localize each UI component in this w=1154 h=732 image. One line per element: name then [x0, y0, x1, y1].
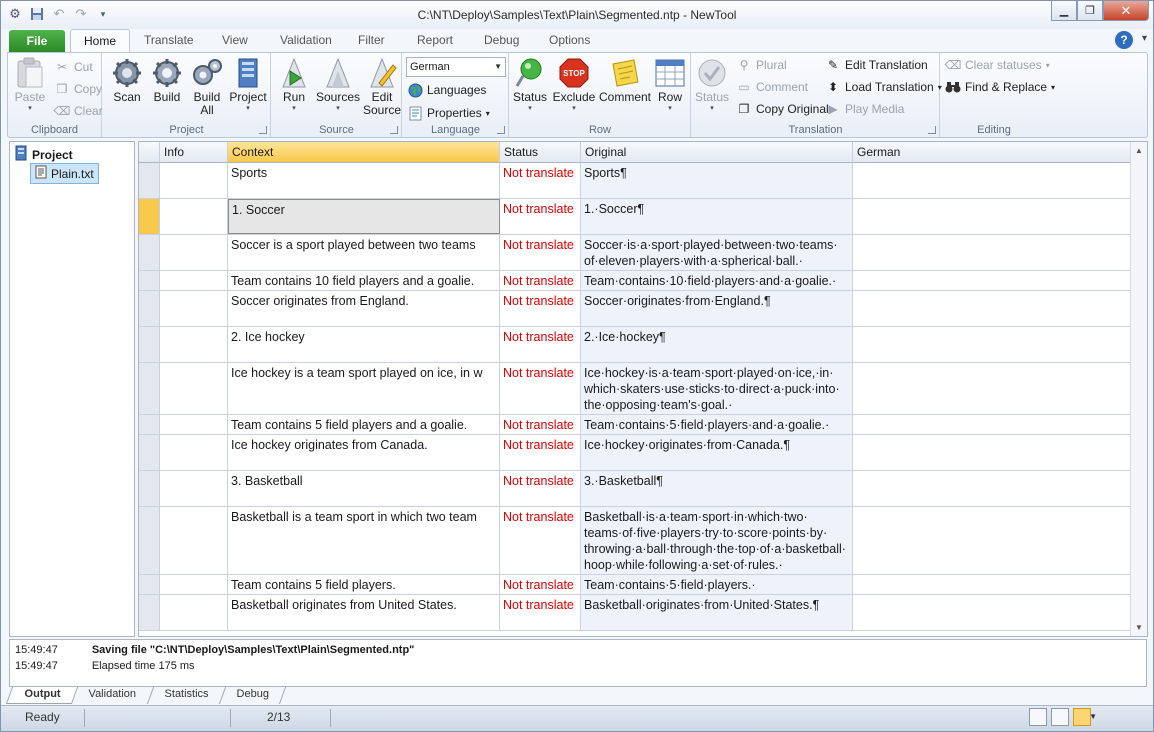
group-label: Source	[319, 124, 354, 136]
output-message: Saving file "C:\NT\Deploy\Samples\Text\Plain\Segmented.ntp"	[91, 644, 415, 656]
properties-icon	[407, 105, 423, 121]
project-group	[103, 53, 271, 137]
info-cell[interactable]	[160, 435, 228, 470]
original-cell[interactable]: Sports¶	[581, 163, 853, 198]
table-row[interactable]	[139, 595, 1131, 631]
column-header-original[interactable]: Original	[581, 142, 853, 163]
info-cell[interactable]	[160, 575, 228, 594]
info-cell[interactable]	[160, 199, 228, 234]
build-all-button[interactable]: Build All	[189, 57, 225, 117]
tab-report[interactable]: Report	[417, 33, 454, 47]
row-header[interactable]	[139, 471, 160, 506]
status-ready: Ready	[25, 710, 60, 724]
copy-button[interactable]: ❐ Copy	[54, 79, 102, 99]
customize-dropdown-icon[interactable]: ▾	[100, 8, 106, 19]
german-cell[interactable]	[853, 235, 1131, 270]
table-row[interactable]	[139, 199, 1131, 235]
table-grid-icon	[654, 57, 686, 89]
window-title: C:\NT\Deploy\Samples\Text\Plain\Segmented.ntp - NewTool	[417, 8, 737, 22]
context-cell[interactable]: 2. Ice hockey	[228, 327, 500, 362]
scan-button[interactable]: Scan	[109, 57, 145, 104]
language-select[interactable]: German ▼	[406, 57, 506, 77]
file-tab[interactable]: File	[9, 30, 65, 52]
row-header[interactable]	[139, 435, 160, 470]
close-icon[interactable]: ✕	[1103, 1, 1149, 21]
info-cell[interactable]	[160, 363, 228, 414]
status-cell[interactable]: Not translate	[500, 271, 581, 290]
info-cell[interactable]	[160, 507, 228, 574]
svg-text:STOP: STOP	[563, 69, 585, 78]
column-header-status[interactable]: Status	[500, 142, 581, 163]
project-button[interactable]: Project ▾	[229, 57, 267, 113]
context-cell[interactable]: Team contains 5 field players and a goalie.	[228, 415, 500, 434]
tab-output-validation[interactable]: Validation	[71, 687, 154, 704]
translation-dialog-launcher[interactable]	[928, 126, 936, 134]
ribbon-tabs	[1, 29, 1153, 52]
translation-group	[692, 53, 940, 137]
translation-status-button[interactable]: Status ▾	[692, 57, 732, 113]
tab-output[interactable]: Output	[6, 687, 78, 704]
table-row[interactable]	[139, 291, 1131, 327]
german-cell[interactable]	[853, 199, 1131, 234]
row-header-corner	[139, 142, 160, 163]
original-cell[interactable]: Basketball·originates·from·United·States.¶	[581, 595, 853, 630]
output-tabs	[9, 687, 282, 704]
german-cell[interactable]	[853, 595, 1131, 630]
status-cell[interactable]: Not translate	[500, 363, 581, 414]
scissors-icon: ✂	[56, 60, 68, 74]
status-cell[interactable]: Not translate	[500, 199, 581, 234]
row-header[interactable]	[139, 575, 160, 594]
row-header[interactable]	[139, 235, 160, 270]
binoculars-icon	[945, 79, 961, 95]
output-message: Elapsed time 175 ms	[91, 660, 195, 672]
column-header-context[interactable]: Context	[228, 142, 500, 163]
output-time: 15:49:47	[15, 644, 58, 656]
german-cell[interactable]	[853, 327, 1131, 362]
row-header[interactable]	[139, 291, 160, 326]
table-row[interactable]	[139, 327, 1131, 363]
load-translation-button[interactable]: ⬍ Load Translation ▾	[825, 77, 942, 97]
original-cell[interactable]: 3.·Basketball¶	[581, 471, 853, 506]
status-bar	[1, 705, 1153, 731]
context-cell[interactable]: 1. Soccer	[228, 199, 500, 234]
row-comment-button[interactable]: Comment	[600, 57, 650, 104]
context-cell[interactable]: Ice hockey is a team sport played on ice, in w	[228, 363, 500, 414]
context-cell[interactable]: Sports	[228, 163, 500, 198]
group-label: Row	[588, 124, 611, 136]
original-cell[interactable]: Team·contains·5·field·players.·	[581, 575, 853, 594]
copy-original-icon: ❐	[738, 102, 750, 116]
title-bar	[1, 1, 1153, 29]
original-cell[interactable]: Ice·hockey·is·a·team·sport·played·on·ice,·in· which·skaters·use·sticks·to·direct·a·puck·into· the·opposing·team's·goal.·	[581, 363, 853, 414]
status-cell[interactable]: Not translate	[500, 291, 581, 326]
editing-group	[941, 53, 1056, 137]
clear-button[interactable]: ⌫ Clear	[53, 104, 103, 118]
row-header[interactable]	[139, 199, 160, 234]
green-pin-icon	[514, 57, 546, 89]
info-cell[interactable]	[160, 163, 228, 198]
status-cell[interactable]: Not translate	[500, 471, 581, 506]
row-header[interactable]	[139, 327, 160, 362]
status-row-position: 2/13	[267, 710, 291, 724]
german-cell[interactable]	[853, 435, 1131, 470]
row-header[interactable]	[139, 595, 160, 630]
edit-translation-button[interactable]: ✎ Edit Translation	[825, 55, 928, 75]
plural-icon: ⚲	[739, 58, 749, 72]
run-icon	[278, 57, 310, 89]
group-label: Editing	[977, 124, 1011, 136]
output-line	[15, 660, 195, 672]
paste-button[interactable]: Paste ▾	[12, 57, 48, 113]
globe-view-icon[interactable]	[1051, 708, 1069, 726]
context-cell[interactable]: Soccer originates from England.	[228, 291, 500, 326]
tree-item-plain-txt[interactable]: Plain.txt	[30, 163, 99, 184]
sources-icon	[322, 57, 354, 89]
check-circle-icon	[696, 57, 728, 89]
run-button[interactable]: Run ▾	[276, 57, 312, 113]
german-cell[interactable]	[853, 575, 1131, 594]
play-icon: ▶	[828, 102, 838, 116]
translation-comment-button[interactable]: ▭ Comment	[736, 77, 808, 97]
info-cell[interactable]	[160, 595, 228, 630]
scan-gear-icon	[111, 57, 143, 89]
plural-button[interactable]: ⚲ Plural	[736, 55, 787, 75]
output-time: 15:49:47	[15, 660, 58, 672]
german-cell[interactable]	[853, 471, 1131, 506]
tab-filter[interactable]: Filter	[358, 33, 385, 47]
project-dialog-launcher[interactable]	[259, 126, 267, 134]
group-label: Language	[431, 124, 480, 136]
tab-output-debug[interactable]: Debug	[218, 687, 286, 704]
row-header[interactable]	[139, 363, 160, 414]
eraser-icon: ⌫	[53, 104, 71, 118]
context-cell[interactable]: Basketball originates from United States.	[228, 595, 500, 630]
table-row[interactable]	[139, 435, 1131, 471]
context-cell[interactable]: Basketball is a team sport in which two team	[228, 507, 500, 574]
status-cell[interactable]: Not translate	[500, 435, 581, 470]
project-icon	[14, 145, 28, 164]
clear-statuses-button[interactable]: ⌫ Clear statuses ▾	[944, 58, 1050, 72]
german-cell[interactable]	[853, 415, 1131, 434]
original-cell[interactable]: Team·contains·10·field·players·and·a·goalie.·	[581, 271, 853, 290]
row-group	[510, 53, 691, 137]
table-row[interactable]	[139, 415, 1131, 435]
clipboard-group	[8, 53, 102, 137]
row-header[interactable]	[139, 163, 160, 198]
build-gear-icon	[151, 57, 183, 89]
info-cell[interactable]	[160, 271, 228, 290]
german-cell[interactable]	[853, 291, 1131, 326]
original-cell[interactable]: 1.·Soccer¶	[581, 199, 853, 234]
properties-button[interactable]: Properties ▾	[407, 103, 490, 123]
source-group	[272, 53, 402, 137]
status-cell[interactable]: Not translate	[500, 327, 581, 362]
source-dialog-launcher[interactable]	[390, 126, 398, 134]
tab-debug[interactable]: Debug	[484, 33, 520, 47]
status-cell[interactable]: Not translate	[500, 235, 581, 270]
original-cell[interactable]: 2.·Ice·hockey¶	[581, 327, 853, 362]
chevron-down-icon: ▼	[494, 62, 502, 71]
grid-view-icon[interactable]	[1029, 708, 1047, 726]
original-cell[interactable]: Basketball·is·a·team·sport·in·which·two· teams·of·five·players·try·to·score·points·by· throwing·a·ball·through·the·top·of·a·basketball· hoop·while·following·a·set·of·rules.·	[581, 507, 853, 574]
copy-icon: ❐	[56, 82, 68, 96]
table-row[interactable]	[139, 575, 1131, 595]
cut-button[interactable]: ✂ Cut	[54, 57, 93, 77]
column-header-info[interactable]: Info	[160, 142, 228, 163]
tab-validation[interactable]: Validation	[280, 33, 332, 47]
table-row[interactable]	[139, 235, 1131, 271]
translation-grid	[138, 141, 1148, 637]
eraser-icon: ⌫	[944, 58, 962, 72]
info-cell[interactable]	[160, 235, 228, 270]
german-cell[interactable]	[853, 163, 1131, 198]
group-label: Project	[169, 124, 204, 136]
load-translation-icon: ⬍	[827, 80, 839, 94]
table-row[interactable]	[139, 163, 1131, 199]
german-cell[interactable]	[853, 363, 1131, 414]
group-label: Clipboard	[30, 124, 79, 136]
status-cell[interactable]: Not translate	[500, 163, 581, 198]
project-tree	[9, 141, 135, 637]
edit-source-icon	[366, 57, 398, 89]
german-cell[interactable]	[853, 507, 1131, 574]
original-cell[interactable]: Soccer·originates·from·England.¶	[581, 291, 853, 326]
context-cell[interactable]: 3. Basketball	[228, 471, 500, 506]
tab-options[interactable]: Options	[549, 33, 591, 47]
globe-icon	[407, 82, 423, 98]
scroll-up-icon[interactable]: ▲	[1135, 146, 1143, 155]
undo-icon[interactable]: ↶	[53, 6, 65, 21]
help-icon[interactable]: ?	[1115, 31, 1133, 49]
status-menu-icon[interactable]: ▼	[1089, 712, 1097, 721]
restore-icon[interactable]: ❐	[1077, 1, 1103, 21]
original-cell[interactable]: Team·contains·5·field·players·and·a·goalie.·	[581, 415, 853, 434]
minimize-icon[interactable]: ▁	[1051, 1, 1077, 21]
status-cell[interactable]: Not translate	[500, 595, 581, 630]
row-button[interactable]: Row ▾	[652, 57, 688, 113]
table-row[interactable]	[139, 363, 1131, 415]
build-all-gears-icon	[191, 57, 223, 89]
row-header[interactable]	[139, 271, 160, 290]
output-pane	[9, 639, 1147, 687]
edit-source-button[interactable]: Edit Source	[364, 57, 400, 117]
tab-home[interactable]: Home	[70, 29, 130, 53]
ribbon-menu-icon[interactable]: ▾	[1141, 33, 1147, 44]
sticky-note-icon	[609, 57, 641, 89]
info-cell[interactable]	[160, 415, 228, 434]
tab-statistics[interactable]: Statistics	[146, 687, 225, 704]
row-status-button[interactable]: Status ▾	[510, 57, 550, 113]
table-row[interactable]	[139, 471, 1131, 507]
ribbon	[7, 52, 1148, 138]
status-cell[interactable]: Not translate	[500, 415, 581, 434]
scroll-down-icon[interactable]: ▼	[1135, 623, 1143, 632]
build-button[interactable]: Build	[149, 57, 185, 104]
info-cell[interactable]	[160, 291, 228, 326]
paste-icon	[14, 57, 46, 89]
original-cell[interactable]: Soccer·is·a·sport·played·between·two·teams· of·eleven·players·with·a·spherical·ball.·	[581, 235, 853, 270]
copy-original-button[interactable]: ❐ Copy Original	[736, 99, 829, 119]
text-file-icon	[35, 165, 47, 182]
german-cell[interactable]	[853, 271, 1131, 290]
context-cell[interactable]: Team contains 5 field players.	[228, 575, 500, 594]
edit-translation-icon: ✎	[827, 58, 839, 72]
gear-icon[interactable]: ⚙	[9, 6, 21, 21]
table-row[interactable]	[139, 507, 1131, 575]
comment-icon: ▭	[738, 80, 750, 94]
tree-item-project[interactable]: Project	[14, 145, 73, 164]
sources-button[interactable]: Sources ▾	[316, 57, 360, 113]
row-header[interactable]	[139, 507, 160, 574]
tab-translate[interactable]: Translate	[144, 33, 194, 47]
context-cell[interactable]: Soccer is a sport played between two teams	[228, 235, 500, 270]
status-cell[interactable]: Not translate	[500, 575, 581, 594]
project-icon	[232, 57, 264, 89]
status-cell[interactable]: Not translate	[500, 507, 581, 574]
row-header[interactable]	[139, 415, 160, 434]
vertical-scrollbar[interactable]	[1130, 142, 1147, 636]
exclude-button[interactable]: STOP Exclude ▾	[552, 57, 596, 113]
redo-icon[interactable]: ↷	[75, 6, 87, 21]
table-row[interactable]	[139, 271, 1131, 291]
group-label: Translation	[788, 124, 843, 136]
column-header-german[interactable]: German	[853, 142, 1131, 163]
tab-view[interactable]: View	[222, 33, 248, 47]
info-cell[interactable]	[160, 327, 228, 362]
play-media-button[interactable]: ▶ Play Media	[825, 99, 904, 119]
languages-button[interactable]: Languages	[407, 80, 486, 100]
info-cell[interactable]	[160, 471, 228, 506]
output-line	[15, 644, 414, 656]
original-cell[interactable]: Ice·hockey·originates·from·Canada.¶	[581, 435, 853, 470]
context-cell[interactable]: Team contains 10 field players and a goalie.	[228, 271, 500, 290]
find-replace-button[interactable]: Find & Replace ▾	[945, 77, 1055, 97]
language-dialog-launcher[interactable]	[497, 126, 505, 134]
context-cell[interactable]: Ice hockey originates from Canada.	[228, 435, 500, 470]
stop-sign-icon	[558, 57, 590, 89]
